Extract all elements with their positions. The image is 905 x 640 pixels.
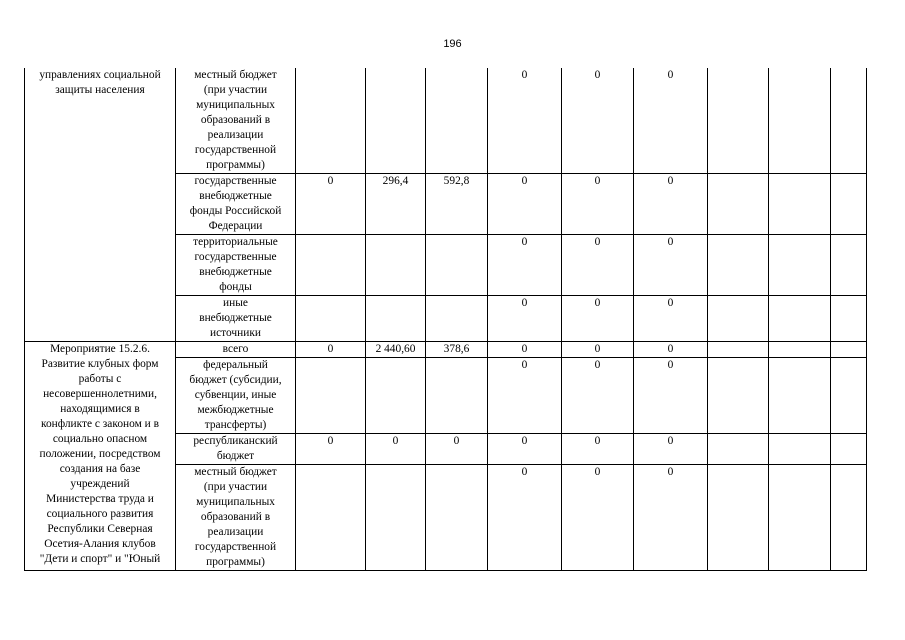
value-cell [769, 434, 831, 465]
value-cell: 0 [488, 68, 562, 174]
value-cell: 0 [634, 296, 708, 342]
value-cell: 0 [488, 434, 562, 465]
value-cell: 0 [634, 342, 708, 358]
value-cell: 0 [562, 174, 634, 235]
value-cell [708, 358, 769, 434]
value-cell [769, 174, 831, 235]
budget-table [24, 68, 867, 571]
value-cell: 0 [562, 434, 634, 465]
value-cell: 0 [634, 465, 708, 571]
value-cell [708, 465, 769, 571]
value-cell [296, 465, 366, 571]
value-cell: 0 [562, 342, 634, 358]
funding-source-cell: государственные внебюджетные фонды Российской Федерации [176, 174, 296, 235]
value-cell: 0 [562, 465, 634, 571]
value-cell [831, 342, 867, 358]
value-cell: 0 [634, 68, 708, 174]
funding-source-cell: всего [176, 342, 296, 358]
value-cell [426, 358, 488, 434]
value-cell: 0 [488, 465, 562, 571]
value-cell: 0 [296, 434, 366, 465]
value-cell [366, 68, 426, 174]
value-cell [708, 68, 769, 174]
activity-cell: Мероприятие 15.2.6. Развитие клубных форм работы с несовершеннолетними, находящимися в конфликте с законом и в социально опасном положении, посредством создания на базе учреждений Министерства труда и социального развития Республики Северная Осетия-Алания клубов "Дети и спорт" и "Юный [25, 342, 176, 571]
activity-cell: управлениях социальной защиты населения [25, 68, 176, 342]
page-number: 196 [443, 38, 462, 50]
value-cell [708, 174, 769, 235]
value-cell [831, 235, 867, 296]
value-cell: 0 [634, 235, 708, 296]
value-cell [708, 342, 769, 358]
value-cell [831, 465, 867, 571]
value-cell [426, 296, 488, 342]
value-cell [831, 434, 867, 465]
value-cell [296, 296, 366, 342]
value-cell: 0 [296, 174, 366, 235]
value-cell: 0 [488, 174, 562, 235]
value-cell [769, 465, 831, 571]
value-cell [769, 235, 831, 296]
funding-source-cell: территориальные государственные внебюджетные фонды [176, 235, 296, 296]
value-cell: 0 [366, 434, 426, 465]
value-cell [831, 174, 867, 235]
funding-source-cell: республиканский бюджет [176, 434, 296, 465]
value-cell: 0 [634, 358, 708, 434]
table-row [25, 68, 867, 174]
value-cell [296, 68, 366, 174]
value-cell: 592,8 [426, 174, 488, 235]
value-cell [426, 465, 488, 571]
funding-source-cell: иные внебюджетные источники [176, 296, 296, 342]
value-cell [426, 235, 488, 296]
value-cell [769, 68, 831, 174]
value-cell: 0 [562, 358, 634, 434]
value-cell: 2 440,60 [366, 342, 426, 358]
value-cell [366, 296, 426, 342]
value-cell [296, 235, 366, 296]
table-row [25, 342, 867, 358]
value-cell: 0 [562, 296, 634, 342]
value-cell: 0 [562, 68, 634, 174]
funding-source-cell: федеральный бюджет (субсидии, субвенции, иные межбюджетные трансферты) [176, 358, 296, 434]
value-cell: 0 [634, 174, 708, 235]
value-cell: 0 [488, 296, 562, 342]
value-cell [769, 358, 831, 434]
value-cell [366, 235, 426, 296]
value-cell: 0 [488, 342, 562, 358]
value-cell: 0 [562, 235, 634, 296]
value-cell [708, 235, 769, 296]
value-cell [769, 342, 831, 358]
value-cell: 296,4 [366, 174, 426, 235]
value-cell: 0 [634, 434, 708, 465]
value-cell [831, 358, 867, 434]
value-cell [769, 296, 831, 342]
value-cell [831, 296, 867, 342]
value-cell: 0 [488, 235, 562, 296]
value-cell: 378,6 [426, 342, 488, 358]
value-cell [831, 68, 867, 174]
value-cell [708, 296, 769, 342]
funding-source-cell: местный бюджет (при участии муниципальных образований в реализации государственной программы) [176, 465, 296, 571]
funding-source-cell: местный бюджет (при участии муниципальных образований в реализации государственной программы) [176, 68, 296, 174]
value-cell [366, 465, 426, 571]
value-cell: 0 [426, 434, 488, 465]
value-cell [708, 434, 769, 465]
value-cell: 0 [296, 342, 366, 358]
value-cell [426, 68, 488, 174]
value-cell [296, 358, 366, 434]
value-cell [366, 358, 426, 434]
value-cell: 0 [488, 358, 562, 434]
